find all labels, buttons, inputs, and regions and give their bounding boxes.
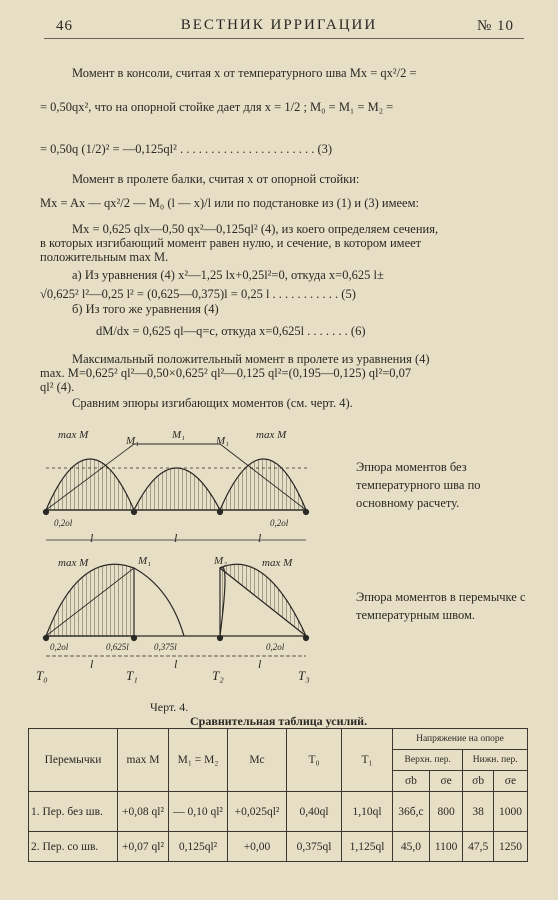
bottom-span-3: l — [258, 657, 262, 671]
figure-caption: Черт. 4. — [150, 700, 189, 714]
text-line-14: max. M=0,625² ql²—0,50×0,625² ql²—0,125 ql²=(0,195—0,125) ql²=0,07 — [40, 366, 412, 380]
header-rule — [44, 38, 524, 39]
journal-title: ВЕСТНИК ИРРИГАЦИИ — [180, 17, 378, 33]
th-max-m: max M — [118, 729, 169, 792]
top-dim-span-1: l — [90, 531, 94, 545]
text-line-8: положительным max M. — [40, 250, 169, 264]
th-peremychki: Перемычки — [29, 729, 118, 792]
text-line-2: = 0,50qx², что на опорной стойке дает для x = 1/2 ; M₀ = M₁ = M₂ = — [40, 100, 394, 114]
row1-name: 1. Пер. без шв. — [29, 792, 118, 832]
bottom-label-max-m-right: max M — [262, 557, 293, 569]
bottom-span-1: l — [90, 657, 94, 671]
row1-m1m2: — 0,10 ql² — [169, 792, 228, 832]
text-line-12: dM/dx = 0,625 ql—q=c, откуда x=0,625l . . . . . . . (6) — [96, 324, 366, 338]
row2-sb2: 47,5 — [463, 832, 494, 862]
bottom-dim-3: 0,375l — [154, 642, 177, 652]
top-label-max-m-right: max M — [256, 429, 287, 441]
text-line-15: ql² (4). — [40, 380, 75, 394]
text-line-3: = 0,50q (1/2)² = —0,125ql² . . . . . . . . . . . . . . . . . . . . . . (3) — [40, 142, 333, 156]
text-line-1: Момент в консоли, считая x от температурного шва Mx = qx²/2 = — [72, 66, 417, 80]
text-line-5: Mx = Ax — qx²/2 — M₀ (l — x)/l или по подстановке из (1) и (3) имеем: — [40, 196, 419, 210]
bottom-label-m2: M₂ — [214, 555, 227, 567]
th-sigma-b-1: σb — [393, 771, 430, 792]
support-t0: T₀ — [36, 668, 48, 683]
row2-t0: 0,375ql — [287, 832, 342, 862]
top-dim-left: 0,2ol — [54, 518, 73, 528]
bottom-label-m1: M₁ — [138, 555, 151, 567]
support-t1: T₁ — [126, 668, 138, 683]
top-label-m1-c: M₁ — [216, 435, 229, 447]
top-dim-right: 0,2ol — [270, 518, 289, 528]
top-dim-span-3: l — [258, 531, 262, 545]
row2-se2: 1250 — [493, 832, 527, 862]
row1-max-m: +0,08 ql² — [118, 792, 169, 832]
th-t1: T₁ — [342, 729, 393, 792]
th-upper: Верхн. пер. — [393, 750, 463, 771]
moment-diagram — [30, 418, 320, 700]
text-line-6: Mx = 0,625 qlx—0,50 qx²—0,125ql² (4), из коего определяем сечения, — [72, 222, 439, 236]
text-line-11: б) Из того же уравнения (4) — [72, 302, 219, 316]
top-diagram — [44, 444, 309, 540]
page-number: 46 — [56, 18, 73, 34]
comparison-table — [28, 728, 528, 862]
bottom-dim-4: 0,2ol — [266, 642, 285, 652]
row2-sb1: 45,0 — [393, 832, 430, 862]
text-line-7: в которых изгибающий момент равен нулю, и сечение, в котором имеет — [40, 236, 422, 250]
bottom-dim-2: 0,625l — [106, 642, 129, 652]
bottom-dim-1: 0,2ol — [50, 642, 69, 652]
th-t0: T₀ — [287, 729, 342, 792]
row2-m1m2: 0,125ql² — [169, 832, 228, 862]
top-label-m1-b: M₁ — [172, 429, 185, 441]
diagram-description-2: Эпюра моментов в перемычке с температурным швом. — [356, 590, 526, 622]
text-line-4: Момент в пролете балки, считая x от опорной стойки: — [72, 172, 360, 186]
issue-number: № 10 — [476, 18, 514, 34]
row1-mc: +0,025ql² — [228, 792, 287, 832]
row2-se1: 1100 — [429, 832, 463, 862]
row1-sb2: 38 — [463, 792, 494, 832]
text-line-10: √0,625² l²—0,25 l² = (0,625—0,375)l = 0,25 l . . . . . . . . . . . (5) — [40, 287, 356, 301]
text-line-9: а) Из уравнения (4) x²—1,25 lx+0,25l²=0, откуда x=0,625 l± — [72, 268, 384, 282]
th-stress-group: Напряжение на опоре — [393, 729, 528, 750]
support-t2: T₂ — [212, 668, 224, 683]
row1-se1: 800 — [429, 792, 463, 832]
support-t3: T₃ — [298, 668, 310, 683]
row2-mc: +0,00 — [228, 832, 287, 862]
running-header — [0, 14, 558, 36]
th-m1-m2: M₁ = M₂ — [169, 729, 228, 792]
diagram-description-1: Эпюра моментов без температурного шва по основному расчету. — [356, 460, 481, 510]
row1-t1: 1,10ql — [342, 792, 393, 832]
bottom-span-2: l — [174, 657, 178, 671]
top-label-m1-a: M₁ — [126, 435, 139, 447]
top-dim-span-2: l — [174, 531, 178, 545]
row1-se2: 1000 — [493, 792, 527, 832]
th-sigma-b-2: σb — [463, 771, 494, 792]
th-lower: Нижн. пер. — [463, 750, 528, 771]
th-sigma-e-1: σe — [429, 771, 463, 792]
row2-name: 2. Пер. со шв. — [29, 832, 118, 862]
row2-max-m: +0,07 ql² — [118, 832, 169, 862]
th-sigma-e-2: σe — [493, 771, 527, 792]
table-title: Сравнительная таблица усилий. — [190, 714, 368, 728]
row1-sb1: 36б,с — [393, 792, 430, 832]
text-line-13: Максимальный положительный момент в пролете из уравнения (4) — [72, 352, 430, 366]
bottom-label-max-m-left: max M — [58, 557, 89, 569]
text-line-16: Сравним эпюры изгибающих моментов (см. черт. 4). — [72, 396, 353, 410]
th-mc: Mc — [228, 729, 287, 792]
row2-t1: 1,125ql — [342, 832, 393, 862]
row1-t0: 0,40ql — [287, 792, 342, 832]
top-label-max-m-left: max M — [58, 429, 89, 441]
